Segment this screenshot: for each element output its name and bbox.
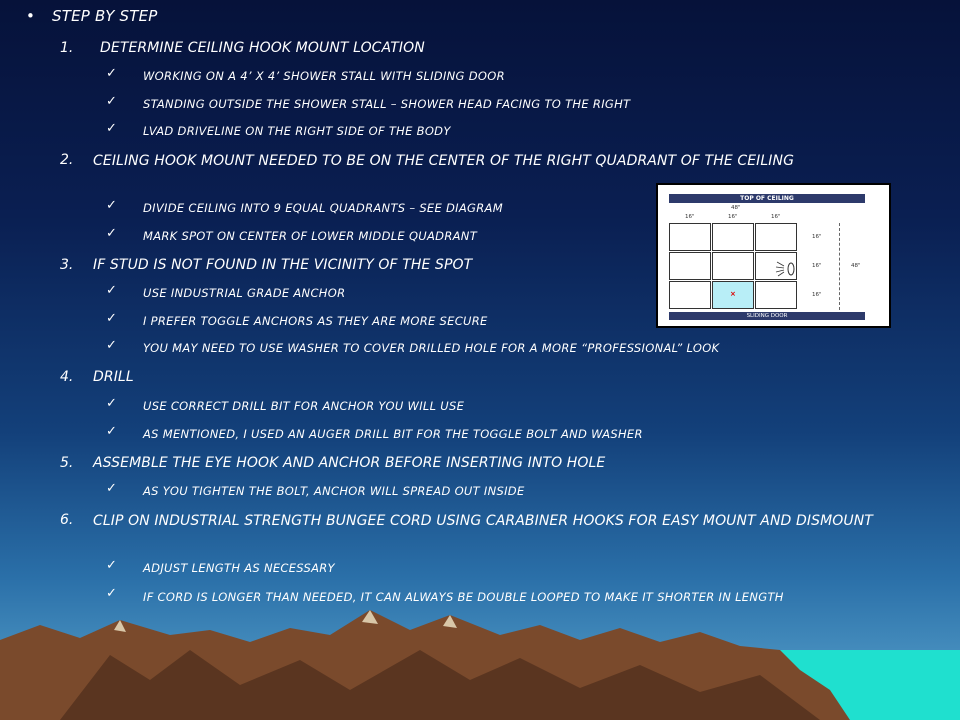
step-4-sub-2: AS MENTIONED, I USED AN AUGER DRILL BIT FOR THE TOGGLE BOLT AND WASHER (143, 427, 643, 441)
check-icon: ✓ (106, 311, 117, 326)
step-1-text: DETERMINE CEILING HOOK MOUNT LOCATION (100, 40, 425, 56)
grid-cell (755, 281, 797, 309)
diagram-top-total: 48" (731, 205, 741, 211)
diagram-side-total: 48" (851, 263, 861, 269)
step-6-text: CLIP ON INDUSTRIAL STRENGTH BUNGEE CORD USING CARABINER HOOKS FOR EASY MOUNT AND DISMOUNT (93, 513, 873, 529)
step-3-sub-3: YOU MAY NEED TO USE WASHER TO COVER DRILLED HOLE FOR A MORE “PROFESSIONAL” LOOK (143, 341, 720, 355)
step-6-sub-1: ADJUST LENGTH AS NECESSARY (143, 561, 335, 575)
check-icon: ✓ (106, 338, 117, 353)
check-icon: ✓ (106, 586, 117, 601)
diagram-top-col-1: 16" (685, 214, 695, 220)
check-icon: ✓ (106, 481, 117, 496)
diagram-header: TOP OF CEILING (669, 194, 865, 203)
check-icon: ✓ (106, 558, 117, 573)
diagram-top-col-2: 16" (728, 214, 738, 220)
step-5-text: ASSEMBLE THE EYE HOOK AND ANCHOR BEFORE INSERTING INTO HOLE (93, 455, 606, 471)
step-1-sub-2: STANDING OUTSIDE THE SHOWER STALL – SHOWER HEAD FACING TO THE RIGHT (143, 97, 631, 111)
grid-cell (755, 223, 797, 251)
grid-cell (669, 223, 711, 251)
step-3-number: 3. (60, 257, 74, 273)
grid-cell (669, 281, 711, 309)
check-icon: ✓ (106, 424, 117, 439)
check-icon: ✓ (106, 226, 117, 241)
diagram-side-row-1: 16" (812, 234, 822, 240)
step-5-sub-1: AS YOU TIGHTEN THE BOLT, ANCHOR WILL SPREAD OUT INSIDE (143, 484, 525, 498)
step-4-text: DRILL (93, 369, 134, 385)
diagram-footer: SLIDING DOOR (669, 312, 865, 320)
diagram-side-row-2: 16" (812, 263, 822, 269)
step-5-number: 5. (60, 455, 74, 471)
check-icon: ✓ (106, 121, 117, 136)
check-icon: ✓ (106, 94, 117, 109)
step-1-sub-3: LVAD DRIVELINE ON THE RIGHT SIDE OF THE BODY (143, 124, 451, 138)
ceiling-diagram (656, 183, 891, 328)
grid-cell (712, 223, 754, 251)
step-1-sub-1: WORKING ON A 4’ X 4’ SHOWER STALL WITH SLIDING DOOR (143, 69, 505, 83)
step-1-number: 1. (60, 40, 74, 56)
check-icon: ✓ (106, 66, 117, 81)
check-icon: ✓ (106, 283, 117, 298)
check-icon: ✓ (106, 396, 117, 411)
step-2-text: CEILING HOOK MOUNT NEEDED TO BE ON THE CENTER OF THE RIGHT QUADRANT OF THE CEILING (93, 153, 795, 169)
grid-cell (669, 252, 711, 280)
shower-head-icon (774, 257, 798, 281)
step-6-number: 6. (60, 512, 74, 528)
step-3-text: IF STUD IS NOT FOUND IN THE VICINITY OF THE SPOT (93, 257, 473, 273)
step-3-sub-2: I PREFER TOGGLE ANCHORS AS THEY ARE MORE SECURE (143, 314, 488, 328)
dimension-line (839, 223, 840, 310)
check-icon: ✓ (106, 198, 117, 213)
step-3-sub-1: USE INDUSTRIAL GRADE ANCHOR (143, 286, 346, 300)
grid-cell-highlighted (712, 281, 754, 309)
step-2-sub-2: MARK SPOT ON CENTER OF LOWER MIDDLE QUADRANT (143, 229, 478, 243)
grid-cell (712, 252, 754, 280)
step-4-sub-1: USE CORRECT DRILL BIT FOR ANCHOR YOU WILL USE (143, 399, 465, 413)
step-6-sub-2: IF CORD IS LONGER THAN NEEDED, IT CAN ALWAYS BE DOUBLE LOOPED TO MAKE IT SHORTER IN LENGTH (143, 590, 784, 604)
diagram-top-col-3: 16" (771, 214, 781, 220)
diagram-side-row-3: 16" (812, 292, 822, 298)
top-bullet: • (26, 7, 35, 25)
step-2-number: 2. (60, 152, 74, 168)
hook-mark: × (730, 290, 736, 298)
step-4-number: 4. (60, 369, 74, 385)
page-title: STEP BY STEP (52, 7, 158, 25)
step-2-sub-1: DIVIDE CEILING INTO 9 EQUAL QUADRANTS – SEE DIAGRAM (143, 201, 503, 215)
